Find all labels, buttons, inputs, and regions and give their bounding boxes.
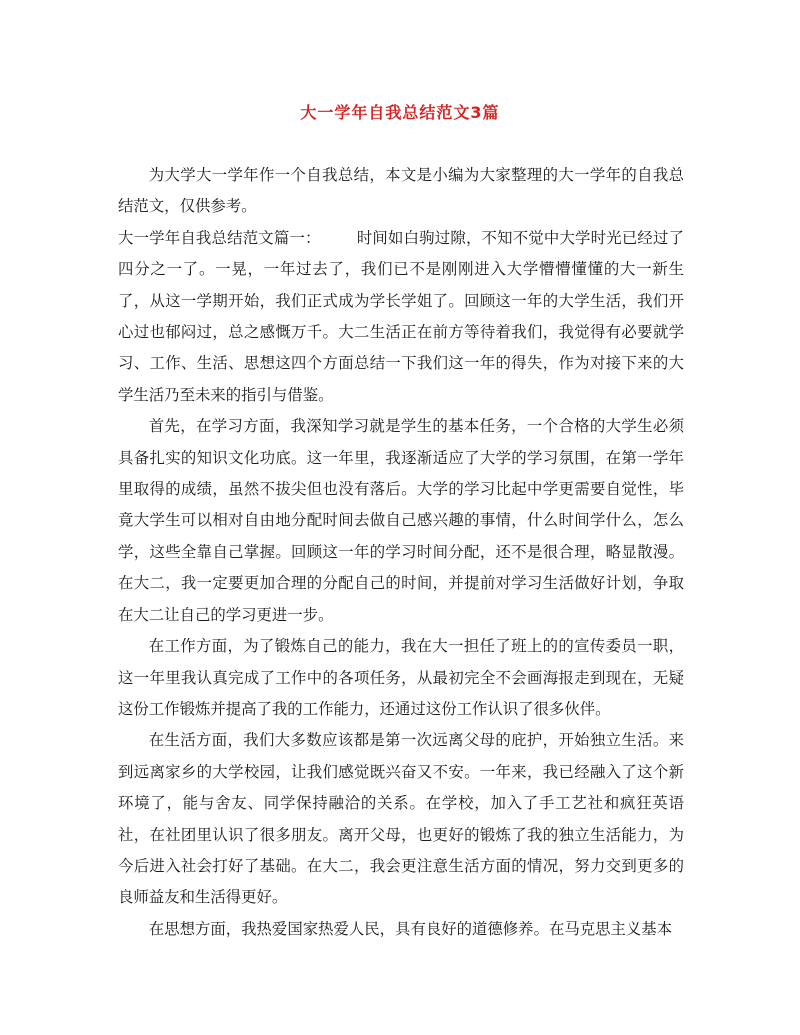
document-title: 大一学年自我总结范文3篇 — [300, 103, 500, 122]
paragraph-study: 首先，在学习方面，我深知学习就是学生的基本任务，一个合格的大学生必须具备扎实的知识文化功底。这一年里，我逐渐适应了大学的学习氛围，在第一学年里取得的成绩，虽然不拔尖但也没有落后。大学的学习比起中学更需要自觉性，毕竟大学生可以相对自由地分配时间去做自己感兴趣的事情，什么时间学什么，怎么学，这些全靠自己掌握。回顾这一年的学习时间分配，还不是很合理，略显散漫。在大二，我一定要更加合理的分配自己的时间，并提前对学习生活做好计划，争取在大二让自己的学习更进一步。 — [118, 417, 684, 624]
section-paragraph — [118, 223, 684, 411]
paragraph-life: 在生活方面，我们大多数应该都是第一次远离父母的庇护，开始独立生活。来到远离家乡的大学校园，让我们感觉既兴奋又不安。一年来，我已经融入了这个新环境了，能与舍友、同学保持融洽的关系。在学校，加入了手工艺社和疯狂英语社，在社团里认识了很多朋友。离开父母，也更好的锻炼了我的独立生活能力，为今后进入社会打好了基础。在大二，我会更注意生活方面的情况，努力交到更多的良师益友和生活得更好。 — [118, 731, 684, 907]
paragraph-1-text: 时间如白驹过隙，不知不觉中大学时光已经过了四分之一了。一晃，一年过去了，我们已不是刚刚进入大学懵懵懂懂的大一新生了，从这一学期开始，我们正式成为学长学姐了。回顾这一年的大学生活，我们开心过也郁闷过，总之感慨万千。大二生活正在前方等待着我们，我觉得有必要就学习、工作、生活、思想这四个方面总结一下我们这一年的得失，作为对接下来的大学生活乃至未来的指引与借鉴。 — [118, 228, 684, 404]
section-heading: 大一学年自我总结范文篇一： — [118, 228, 321, 247]
paragraph-thought: 在思想方面，我热爱国家热爱人民，具有良好的道德修养。在马克思主义基本 — [148, 919, 673, 938]
intro-paragraph: 为大学大一学年作一个自我总结，本文是小编为大家整理的大一学年的自我总结范文，仅供参考。 — [118, 166, 684, 216]
document-body — [118, 160, 684, 945]
paragraph-work: 在工作方面，为了锻炼自己的能力，我在大一担任了班上的的宣传委员一职，这一年里我认真完成了工作中的各项任务，从最初完全不会画海报走到现在，无疑这份工作锻炼并提高了我的工作能力，还通过这份工作认识了很多伙伴。 — [118, 637, 684, 718]
